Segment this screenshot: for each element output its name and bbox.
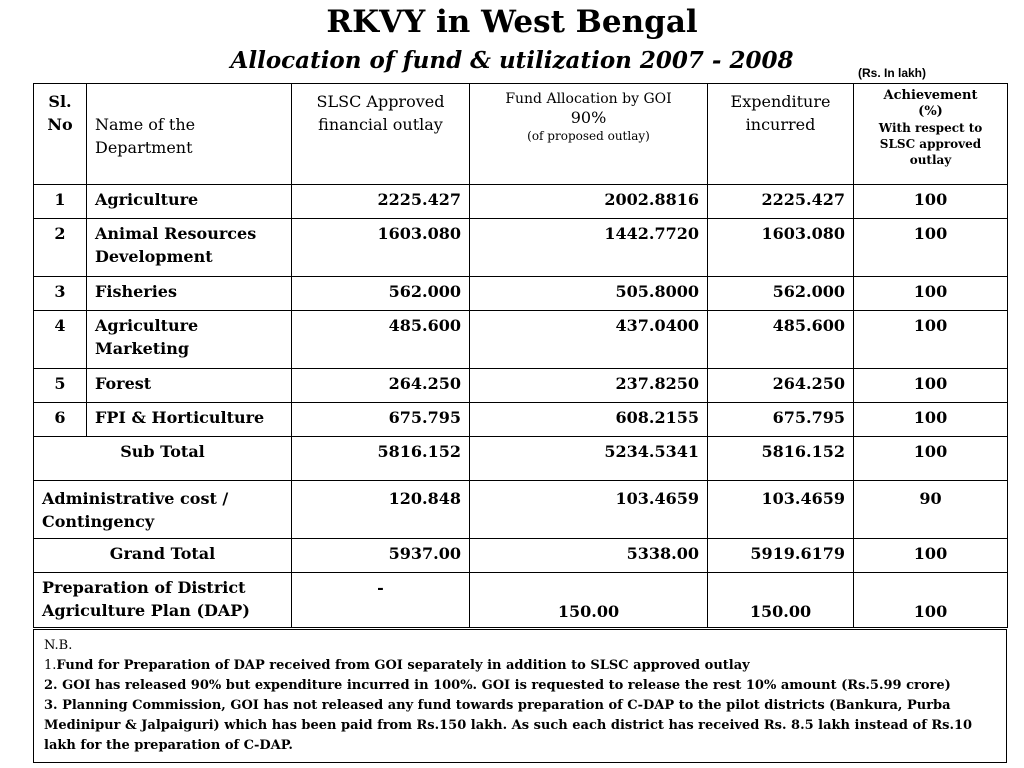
cell-exp: 264.250 — [708, 369, 854, 403]
cell-exp: 675.795 — [708, 403, 854, 437]
header-sl — [34, 84, 87, 185]
admin-fund: 103.4659 — [470, 481, 708, 539]
cell-fund: 608.2155 — [470, 403, 708, 437]
cell-sl: 1 — [34, 185, 87, 219]
admin-slsc: 120.848 — [292, 481, 470, 539]
header-ach-line3: With respect to SLSC approved outlay — [878, 121, 983, 167]
dap-fund: 150.00 — [470, 573, 708, 628]
header-fund-line1: Fund Allocation by GOI — [505, 91, 672, 107]
allocation-table — [33, 83, 1008, 628]
header-sl-line1: Sl. — [48, 92, 72, 111]
cell-exp: 1603.080 — [708, 219, 854, 277]
subtotal-slsc: 5816.152 — [292, 437, 470, 481]
header-name-label: Name of the Department — [95, 115, 196, 157]
cell-slsc: 264.250 — [292, 369, 470, 403]
table-row — [34, 219, 1008, 277]
header-sl-line2: No — [47, 115, 73, 134]
note-3: 3. Planning Commission, GOI has not released any fund towards preparation of C-DAP to the pilot districts (Bankura, Purba Medinipur & Jalpaiguri) which has been paid from Rs.150 lakh. As such each district has received Rs. 8.5 lakh instead of Rs.10 lakh for the preparation of C-DAP. — [44, 698, 973, 753]
grand-total-label: Grand Total — [34, 539, 292, 573]
table-row — [34, 185, 1008, 219]
header-ach-line1: Achievement — [883, 88, 978, 103]
cell-fund: 2002.8816 — [470, 185, 708, 219]
cell-ach: 100 — [854, 219, 1008, 277]
header-ach-line2: (%) — [918, 104, 943, 119]
grand-total-exp: 5919.6179 — [708, 539, 854, 573]
cell-ach: 100 — [854, 185, 1008, 219]
cell-ach: 100 — [854, 403, 1008, 437]
cell-slsc: 1603.080 — [292, 219, 470, 277]
note-1 — [44, 656, 996, 676]
subtotal-ach: 100 — [854, 437, 1008, 481]
dap-ach: 100 — [854, 573, 1008, 628]
table-row — [34, 369, 1008, 403]
cell-sl: 3 — [34, 277, 87, 311]
cell-sl: 4 — [34, 311, 87, 369]
subtotal-row — [34, 437, 1008, 481]
grand-total-row — [34, 539, 1008, 573]
header-name — [87, 84, 292, 185]
admin-row — [34, 481, 1008, 539]
cell-exp: 485.600 — [708, 311, 854, 369]
cell-exp: 562.000 — [708, 277, 854, 311]
cell-name: Forest — [87, 369, 292, 403]
cell-sl: 5 — [34, 369, 87, 403]
admin-ach: 90 — [854, 481, 1008, 539]
cell-name: FPI & Horticulture — [87, 403, 292, 437]
grand-total-fund: 5338.00 — [470, 539, 708, 573]
header-exp-label: Expenditure incurred — [730, 92, 831, 134]
cell-ach: 100 — [854, 311, 1008, 369]
header-fund-line3: (of proposed outlay) — [527, 129, 650, 143]
header-exp — [708, 84, 854, 185]
admin-label: Administrative cost / Contingency — [34, 481, 292, 539]
dap-slsc: - — [292, 573, 470, 628]
cell-slsc: 2225.427 — [292, 185, 470, 219]
cell-name: Fisheries — [87, 277, 292, 311]
page-subtitle: Allocation of fund & utilization 2007 - 2008 — [230, 47, 794, 74]
cell-fund: 505.8000 — [470, 277, 708, 311]
note-1-text: Fund for Preparation of DAP received from GOI separately in addition to SLSC approved outlay — [56, 658, 750, 673]
cell-fund: 437.0400 — [470, 311, 708, 369]
dap-exp: 150.00 — [708, 573, 854, 628]
table-row — [34, 277, 1008, 311]
table-row — [34, 403, 1008, 437]
cell-slsc: 485.600 — [292, 311, 470, 369]
cell-sl: 6 — [34, 403, 87, 437]
subtotal-exp: 5816.152 — [708, 437, 854, 481]
grand-total-slsc: 5937.00 — [292, 539, 470, 573]
header-fund — [470, 84, 708, 185]
note-2: 2. GOI has released 90% but expenditure incurred in 100%. GOI is requested to release the rest 10% amount (Rs.5.99 crore) — [44, 678, 951, 693]
unit-note: (Rs. In lakh) — [858, 66, 927, 80]
cell-name: Agriculture Marketing — [87, 311, 292, 369]
cell-ach: 100 — [854, 369, 1008, 403]
header-slsc — [292, 84, 470, 185]
table-row — [34, 311, 1008, 369]
cell-ach: 100 — [854, 277, 1008, 311]
note-1-number: 1. — [44, 658, 57, 673]
cell-name: Agriculture — [87, 185, 292, 219]
subtotal-label: Sub Total — [34, 437, 292, 481]
notes-box — [33, 629, 1007, 763]
grand-total-ach: 100 — [854, 539, 1008, 573]
cell-slsc: 675.795 — [292, 403, 470, 437]
dap-row — [34, 573, 1008, 628]
page-title: RKVY in West Bengal — [326, 4, 698, 40]
cell-fund: 1442.7720 — [470, 219, 708, 277]
header-ach — [854, 84, 1008, 185]
cell-slsc: 562.000 — [292, 277, 470, 311]
cell-sl: 2 — [34, 219, 87, 277]
notes-nb: N.B. — [44, 638, 73, 653]
subtotal-fund: 5234.5341 — [470, 437, 708, 481]
header-fund-line2: 90% — [570, 108, 607, 127]
dap-label: Preparation of District Agriculture Plan (DAP) — [34, 573, 292, 628]
header-row — [34, 84, 1008, 185]
cell-fund: 237.8250 — [470, 369, 708, 403]
cell-name: Animal Resources Development — [87, 219, 292, 277]
cell-exp: 2225.427 — [708, 185, 854, 219]
admin-exp: 103.4659 — [708, 481, 854, 539]
header-slsc-label: SLSC Approved financial outlay — [316, 92, 445, 134]
